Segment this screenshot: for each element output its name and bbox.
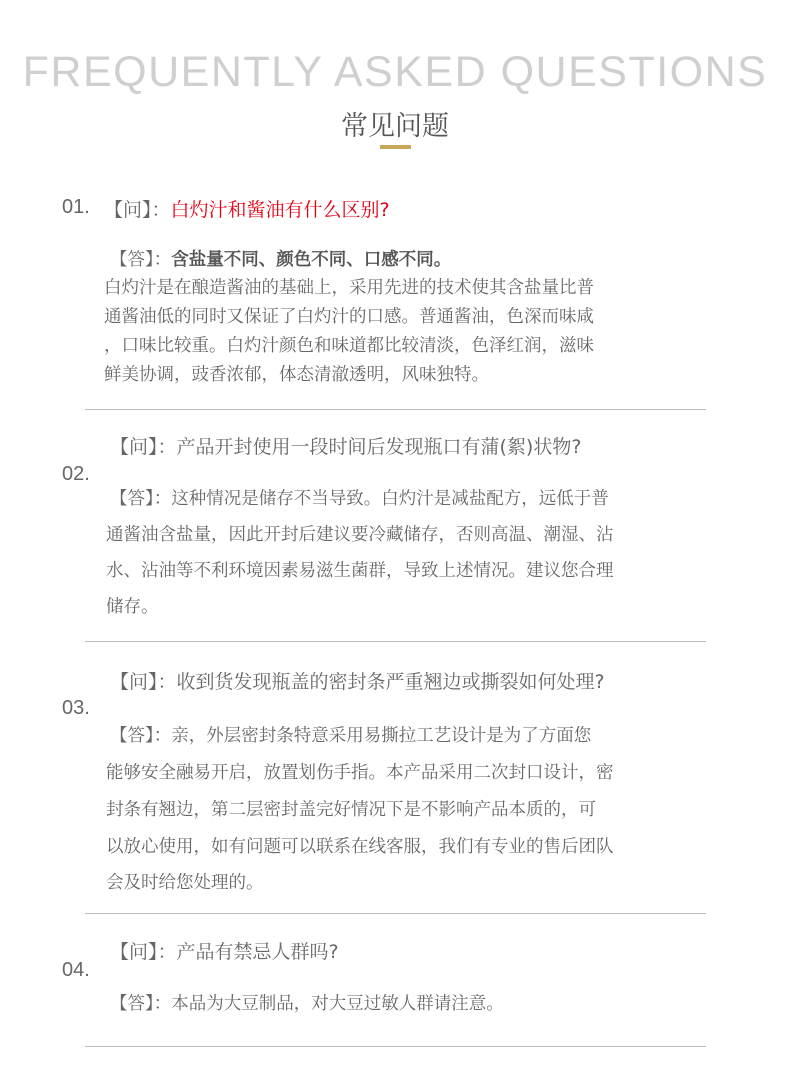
answer-label: 【答】： [110,726,172,746]
answer-line: 通酱油含盐量，因此开封后建议要冷藏储存，否则高温、潮湿、沾 [106,525,614,545]
page-title: FREQUENTLY ASKED QUESTIONS [22,48,768,96]
faq-answer-lead [110,990,504,1015]
faq-answer-lead [110,246,451,271]
faq-question [110,667,605,694]
question-text: 产品有禁忌人群吗? [176,941,339,963]
answer-lead: 这种情况是储存不当导致。白灼汁是减盐配方，远低于普 [171,489,609,509]
faq-question [104,195,390,222]
question-label: 【问】： [110,941,177,963]
faq-question [110,937,339,964]
answer-line: 能够安全融易开启，放置划伤手指。本产品采用二次封口设计，密 [106,763,614,783]
answer-line: 水、沾油等不利环境因素易滋生菌群，导致上述情况。建议您合理 [106,561,614,581]
divider [85,1046,706,1047]
faq-number: 04. [62,959,90,981]
faq-number: 02. [62,463,90,485]
answer-line: 白灼汁是在酿造酱油的基础上，采用先进的技术使其含盐量比普 [104,278,594,298]
faq-number: 03. [62,697,90,719]
answer-line: ，口味比较重。白灼汁颜色和味道都比较清淡，色泽红润，滋味 [104,336,594,356]
faq-number: 01. [62,196,90,218]
title-accent-bar [380,145,411,149]
question-label: 【问】： [110,436,177,458]
question-text: 收到货发现瓶盖的密封条严重翘边或撕裂如何处理? [176,671,605,693]
question-label: 【问】： [104,199,171,221]
faq-question [110,432,581,459]
divider [85,409,706,410]
page-subtitle: 常见问题 [341,111,449,142]
faq-answer-lead [110,485,609,510]
answer-lead: 本品为大豆制品，对大豆过敏人群请注意。 [171,994,504,1014]
divider [85,641,706,642]
divider [85,913,706,914]
answer-line: 通酱油低的同时又保证了白灼汁的口感。普通酱油，色深而味咸 [104,307,594,327]
answer-line: 封条有翘边，第二层密封盖完好情况下是不影响产品本质的，可 [106,800,596,820]
answer-lead: 亲，外层密封条特意采用易撕拉工艺设计是为了方面您 [171,726,592,746]
answer-label: 【答】： [110,250,172,270]
answer-line: 以放心使用，如有问题可以联系在线客服，我们有专业的售后团队 [106,837,614,857]
answer-label: 【答】： [110,489,172,509]
answer-line: 会及时给您处理的。 [106,873,264,893]
answer-lead: 含盐量不同、颜色不同、口感不同。 [171,250,452,270]
question-label: 【问】： [110,671,177,693]
answer-line: 储存。 [106,597,159,617]
faq-answer-lead [110,722,591,747]
answer-label: 【答】： [110,994,172,1014]
question-text: 产品开封使用一段时间后发现瓶口有蒲(絮)状物? [176,436,582,458]
answer-line: 鲜美协调，豉香浓郁，体态清澈透明，风味独特。 [104,365,489,385]
question-text: 白灼汁和酱油有什么区别? [170,199,390,221]
